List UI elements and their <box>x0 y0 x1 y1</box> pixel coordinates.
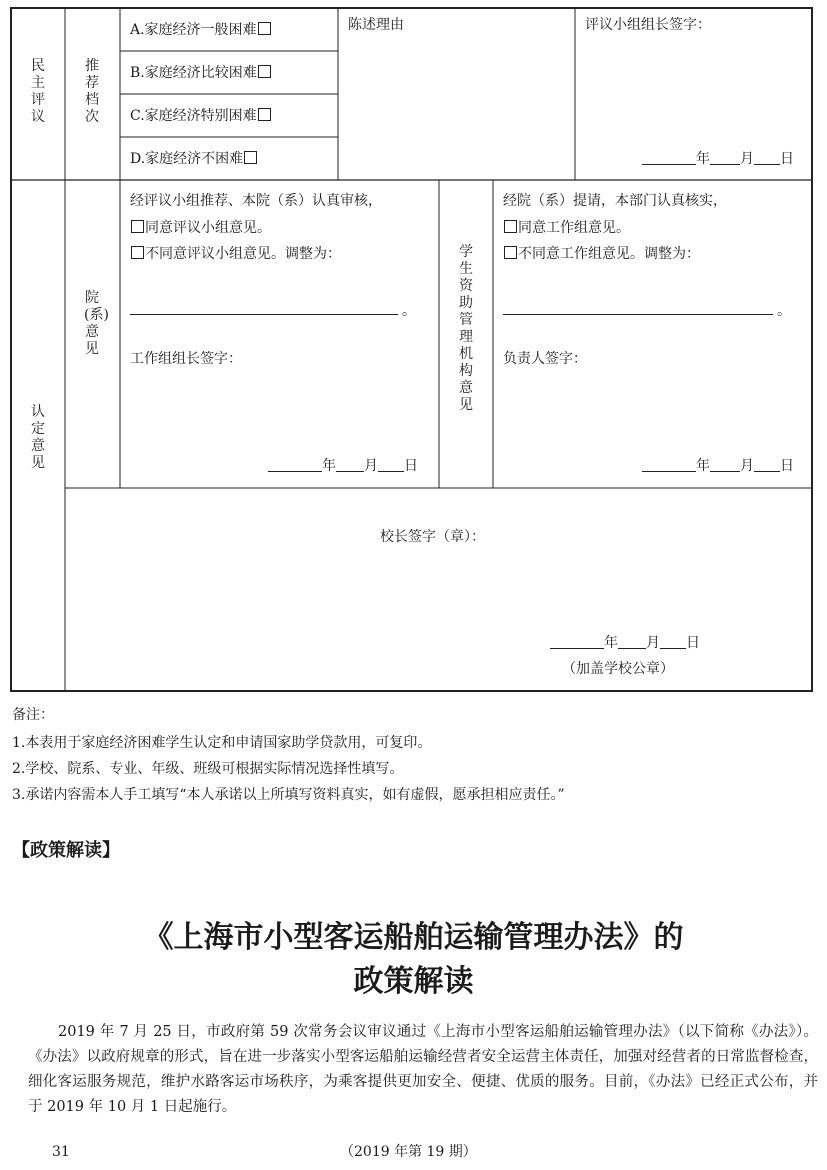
principal-date[interactable]: 年 月 日 <box>550 636 700 650</box>
office-agree-checkbox[interactable] <box>504 220 517 233</box>
statement-reason-label: 陈述理由 <box>348 17 404 33</box>
office-adjust-period: 。 <box>777 303 791 319</box>
checkbox-c[interactable] <box>258 108 271 121</box>
aid-office-opinion-label: 学生资助管理机构意见 <box>459 244 473 413</box>
article-title-line-1: 《上海市小型客运船舶运输管理办法》的 <box>143 920 684 955</box>
review-group-leader-signature: 评议小组组长签字： <box>585 17 711 33</box>
office-intro: 经院（系）提请，本部门认真核实， <box>503 193 727 209</box>
checkbox-d[interactable] <box>244 151 257 164</box>
work-group-leader-signature: 工作组组长签字： <box>130 351 242 367</box>
office-agree-option[interactable]: 同意工作组意见。 <box>503 220 630 235</box>
office-disagree-option[interactable]: 不同意工作组意见。调整为： <box>503 246 700 261</box>
college-disagree-checkbox[interactable] <box>131 246 144 259</box>
option-a[interactable] <box>130 22 272 37</box>
determination-row-label: 认定意见 <box>31 404 45 471</box>
article-paragraph: 2019 年 7 月 25 日，市政府第 59 次常务会议审议通过《上海市小型客运船舶运输管理办法》（以下简称《办法》）。《办法》以政府规章的形式，旨在进一步落实小型客运船舶运输经营者安全运营主体责任，加强对经营者的日常监督检查，细化客运服务规范，维护水路客运市场秩序，为乘客提供更加安全、便捷、优质的服务。目前，《办法》已经正式公布，并于 2019 年 10 月 1 日起施行。 <box>28 1024 818 1115</box>
office-disagree-checkbox[interactable] <box>504 246 517 259</box>
checkbox-a[interactable] <box>258 22 271 35</box>
note-item-1: 1.本表用于家庭经济困难学生认定和申请国家助学贷款用，可复印。 <box>12 735 432 751</box>
college-adjust-period: 。 <box>402 303 416 319</box>
checkbox-b[interactable] <box>258 65 271 78</box>
college-intro: 经评议小组推荐、本院（系）认真审核， <box>130 193 382 209</box>
college-opinion-label: 院(系)意见 <box>84 290 109 357</box>
notes-heading: 备注： <box>12 707 54 723</box>
school-seal-note: （加盖学校公章） <box>562 661 674 677</box>
issue-number: （2019 年第 19 期） <box>340 1144 477 1160</box>
college-agree-option[interactable]: 同意评议小组意见。 <box>130 220 271 235</box>
section-tag: 【政策解读】 <box>12 840 120 861</box>
option-a-label: A.家庭经济一般困难 <box>130 22 257 38</box>
college-adjust-line[interactable] <box>130 314 398 315</box>
option-b-label: B.家庭经济比较困难 <box>130 65 257 81</box>
college-date[interactable]: 年 月 日 <box>268 459 418 473</box>
option-b[interactable] <box>130 65 272 80</box>
recommended-level-label: 推荐档次 <box>85 58 99 125</box>
note-item-3: 3.承诺内容需本人手工填写“本人承诺以上所填写资料真实，如有虚假，愿承担相应责任。” <box>12 787 565 803</box>
option-d[interactable] <box>130 151 258 166</box>
review-date[interactable]: 年 月 日 <box>642 152 794 166</box>
option-c-label: C.家庭经济特别困难 <box>130 108 257 124</box>
office-responsible-signature: 负责人签字： <box>503 351 587 367</box>
note-item-2: 2.学校、院系、专业、年级、班级可根据实际情况选择性填写。 <box>12 761 404 777</box>
option-c[interactable] <box>130 108 272 123</box>
article-title-line-2: 政策解读 <box>353 964 474 999</box>
office-adjust-line[interactable] <box>503 314 773 315</box>
democratic-review-row-label: 民主评议 <box>31 58 45 125</box>
college-disagree-option[interactable]: 不同意评议小组意见。调整为： <box>130 246 341 261</box>
page-number: 31 <box>52 1144 70 1160</box>
option-d-label: D.家庭经济不困难 <box>130 151 244 167</box>
college-agree-checkbox[interactable] <box>131 220 144 233</box>
principal-signature: 校长签字（章）： <box>380 529 485 545</box>
office-date[interactable]: 年 月 日 <box>642 459 794 473</box>
